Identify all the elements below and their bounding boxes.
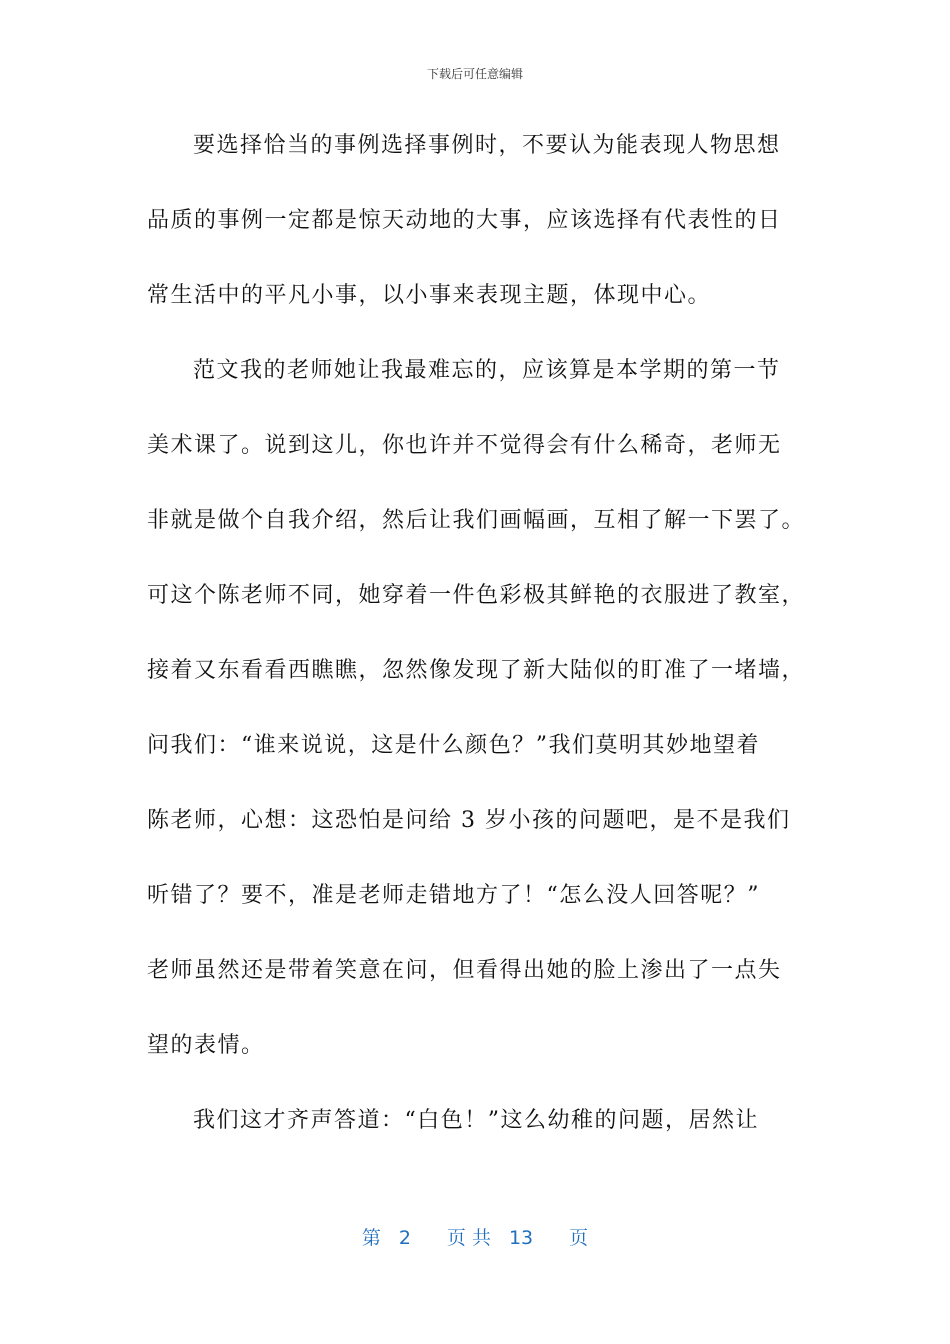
paragraph-line: 陈老师，心想：这恐怕是问给 3 岁小孩的问题吧，是不是我们	[147, 808, 791, 833]
paragraph-line: 美术课了。说到这儿，你也许并不觉得会有什么稀奇，老师无	[147, 433, 782, 458]
footer-current-page: 2	[398, 1227, 411, 1249]
paragraph-line: 我们这才齐声答道：“白色！”这么幼稚的问题，居然让	[193, 1108, 759, 1133]
paragraph-line: 可这个陈老师不同，她穿着一件色彩极其鲜艳的衣服进了教室，	[147, 583, 806, 608]
paragraph-line: 品质的事例一定都是惊天动地的大事，应该选择有代表性的日	[147, 208, 782, 233]
paragraph-line: 要选择恰当的事例选择事例时，不要认为能表现人物思想	[193, 133, 781, 158]
paragraph-line: 老师虽然还是带着笑意在问，但看得出她的脸上渗出了一点失	[147, 958, 782, 983]
paragraph-line: 问我们：“谁来说说，这是什么颜色？”我们莫明其妙地望着	[147, 733, 760, 758]
footer-page-suffix: 页	[569, 1227, 589, 1249]
page-header: 下载后可任意编辑	[426, 67, 523, 81]
paragraph-line: 常生活中的平凡小事，以小事来表现主题，体现中心。	[147, 283, 712, 308]
page-footer	[0, 1226, 950, 1250]
paragraph-line: 望的表情。	[147, 1033, 265, 1058]
footer-page-prefix: 第	[361, 1227, 381, 1249]
paragraph-line: 听错了？要不，准是老师走错地方了！“怎么没人回答呢？”	[147, 883, 760, 908]
paragraph-line: 非就是做个自我介绍，然后让我们画幅画，互相了解一下罢了。	[147, 508, 806, 533]
document-body	[147, 120, 807, 1170]
paragraph-line: 接着又东看看西瞧瞧，忽然像发现了新大陆似的盯准了一堵墙，	[147, 658, 806, 683]
footer-page-middle: 页 共	[446, 1227, 491, 1249]
footer-total-pages: 13	[508, 1227, 534, 1249]
paragraph-line: 范文我的老师她让我最难忘的，应该算是本学期的第一节	[193, 358, 781, 383]
